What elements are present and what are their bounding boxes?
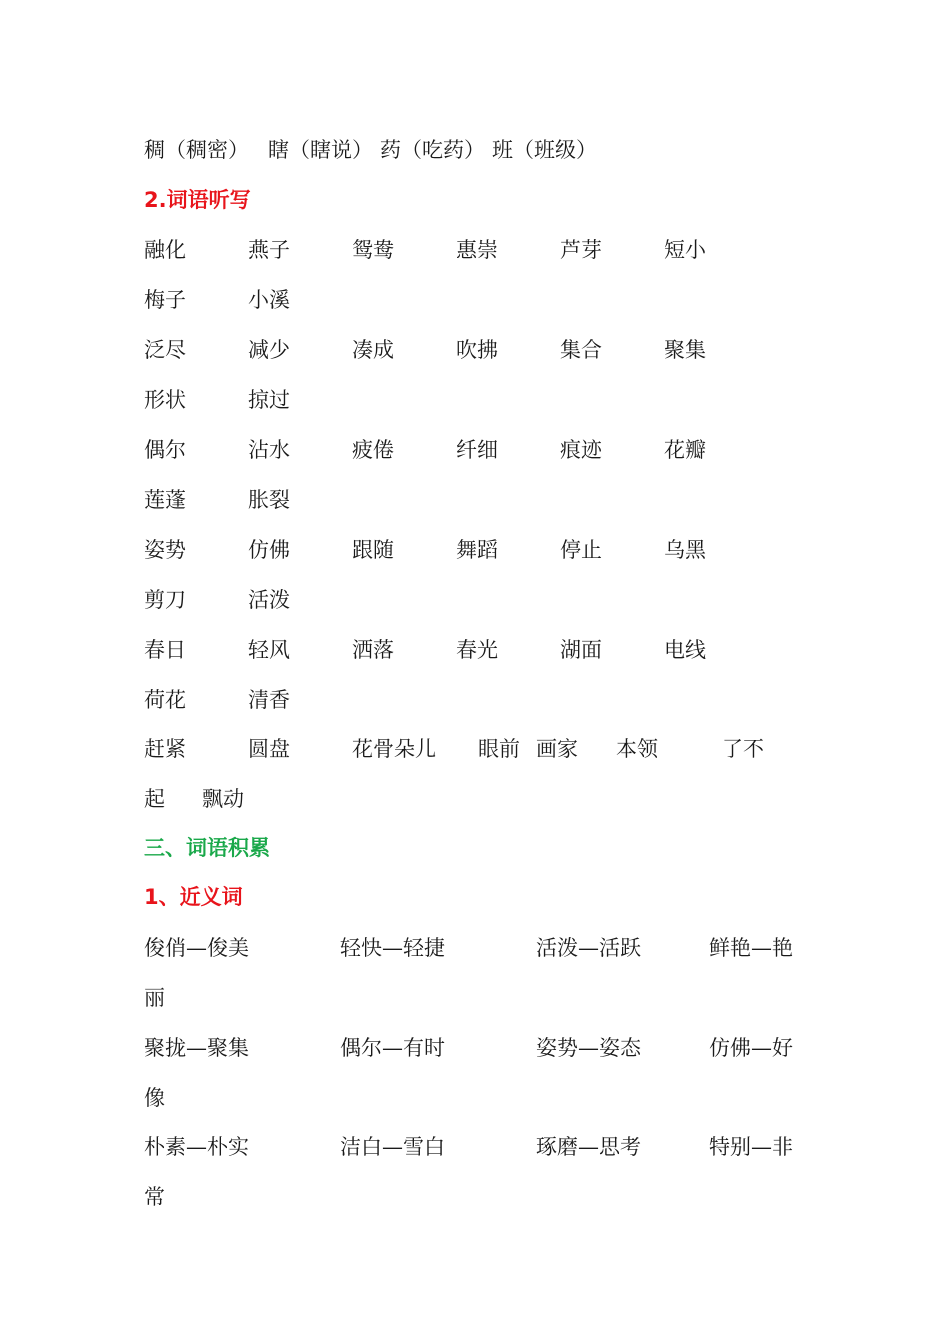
word-item: 起 — [144, 787, 165, 811]
word-item: 纤细 — [456, 438, 498, 462]
synonym-pair: 仿佛—好 — [709, 1036, 793, 1060]
word-item: 泛尽 — [144, 338, 186, 362]
word-item: 稠（稠密） — [144, 138, 249, 162]
word-item: 剪刀 — [144, 588, 186, 612]
word-item: 凑成 — [352, 338, 394, 362]
word-item: 春光 — [456, 638, 498, 662]
word-item: 画家 — [536, 737, 578, 761]
word-item: 痕迹 — [560, 438, 602, 462]
word-item: 小溪 — [248, 288, 290, 312]
word-item: 减少 — [248, 338, 290, 362]
word-item: 偶尔 — [144, 438, 186, 462]
word-item: 飘动 — [202, 787, 244, 811]
word-item: 了不 — [722, 737, 764, 761]
synonym-pair: 俊俏—俊美 — [144, 936, 249, 960]
word-item: 集合 — [560, 338, 602, 362]
synonym-pair: 洁白—雪白 — [340, 1135, 445, 1159]
word-item: 洒落 — [352, 638, 394, 662]
synonym-pair: 常 — [144, 1185, 165, 1209]
section-heading-accumulation: 三、词语积累 — [144, 836, 270, 860]
synonym-pair: 琢磨—思考 — [536, 1135, 641, 1159]
word-item: 姿势 — [144, 538, 186, 562]
word-item: 舞蹈 — [456, 538, 498, 562]
word-item: 乌黑 — [664, 538, 706, 562]
word-item: 芦芽 — [560, 238, 602, 262]
word-item: 花骨朵儿 — [352, 737, 436, 761]
subheading-synonyms: 1、近义词 — [144, 885, 243, 909]
word-item: 荷花 — [144, 688, 186, 712]
word-item: 梅子 — [144, 288, 186, 312]
word-item: 圆盘 — [248, 737, 290, 761]
word-item: 瞎（瞎说） — [268, 138, 373, 162]
word-item: 花瓣 — [664, 438, 706, 462]
synonym-pair: 特别—非 — [709, 1135, 793, 1159]
word-item: 短小 — [664, 238, 706, 262]
synonym-pair: 朴素—朴实 — [144, 1135, 249, 1159]
word-item: 胀裂 — [248, 488, 290, 512]
word-item: 药（吃药） — [380, 138, 485, 162]
word-item: 眼前 — [478, 737, 520, 761]
section-heading-dictation: 2.词语听写 — [144, 188, 251, 212]
word-item: 吹拂 — [456, 338, 498, 362]
word-item: 鸳鸯 — [352, 238, 394, 262]
synonym-pair: 轻快—轻捷 — [340, 936, 445, 960]
word-item: 本领 — [616, 737, 658, 761]
word-item: 跟随 — [352, 538, 394, 562]
synonym-pair: 聚拢—聚集 — [144, 1036, 249, 1060]
word-item: 形状 — [144, 388, 186, 412]
word-item: 停止 — [560, 538, 602, 562]
word-item: 班（班级） — [492, 138, 597, 162]
word-item: 掠过 — [248, 388, 290, 412]
word-item: 轻风 — [248, 638, 290, 662]
synonym-pair: 活泼—活跃 — [536, 936, 641, 960]
word-item: 融化 — [144, 238, 186, 262]
word-item: 疲倦 — [352, 438, 394, 462]
synonym-pair: 偶尔—有时 — [340, 1036, 445, 1060]
word-item: 惠崇 — [456, 238, 498, 262]
word-item: 莲蓬 — [144, 488, 186, 512]
word-item: 春日 — [144, 638, 186, 662]
synonym-pair: 鲜艳—艳 — [709, 936, 793, 960]
word-item: 电线 — [664, 638, 706, 662]
word-item: 仿佛 — [248, 538, 290, 562]
synonym-pair: 姿势—姿态 — [536, 1036, 641, 1060]
word-item: 清香 — [248, 688, 290, 712]
synonym-pair: 丽 — [144, 986, 165, 1010]
synonym-pair: 像 — [144, 1086, 165, 1110]
word-item: 湖面 — [560, 638, 602, 662]
word-item: 活泼 — [248, 588, 290, 612]
word-item: 燕子 — [248, 238, 290, 262]
word-item: 沾水 — [248, 438, 290, 462]
word-item: 聚集 — [664, 338, 706, 362]
word-item: 赶紧 — [144, 737, 186, 761]
